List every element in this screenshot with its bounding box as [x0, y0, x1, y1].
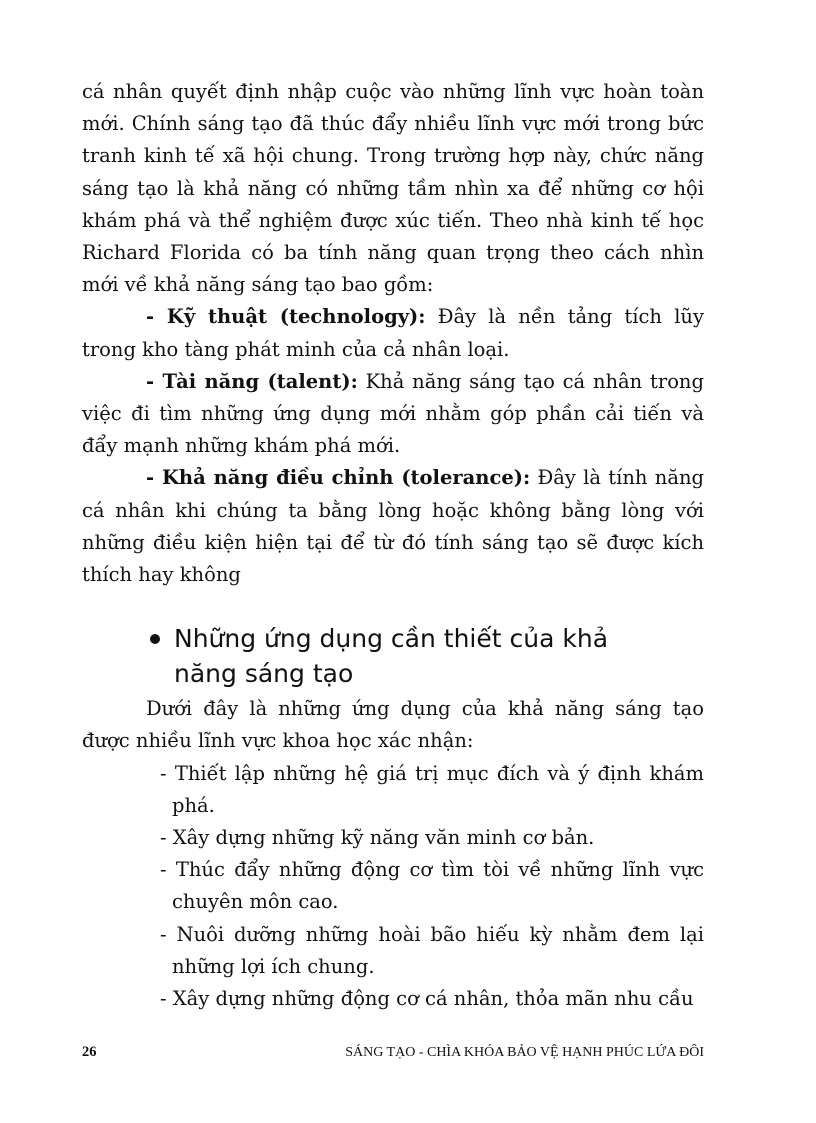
page-footer — [82, 1044, 704, 1061]
bullet-icon — [150, 634, 160, 644]
section-intro: Dưới đây là những ứng dụng của khả năng sáng tạo được nhiều lĩnh vực khoa học xác nhận: — [82, 697, 704, 753]
list-item: - Xây dựng những động cơ cá nhân, thỏa mãn nhu cầu — [160, 987, 694, 1011]
definition-technology: Đây là nền tảng tích lũy trong kho tàng phát minh của cả nhân loại. — [82, 305, 705, 361]
list-item: - Nuôi dưỡng những hoài bão hiếu kỳ nhằm đem lại những lợi ích chung. — [160, 922, 704, 978]
running-title: SÁNG TẠO - CHÌA KHÓA BẢO VỆ HẠNH PHÚC LỨA ĐÔI — [345, 1045, 704, 1060]
list-item: - Xây dựng những kỹ năng văn minh cơ bản. — [160, 826, 595, 850]
term-talent: - Tài năng (talent): — [146, 369, 358, 393]
section-heading-text: Những ứng dụng cần thiết của khả năng sáng tạo — [174, 624, 609, 689]
definition-talent: Khả năng sáng tạo cá nhân trong việc đi tìm những ứng dụng mới nhằm góp phần cải tiến và đẩy mạnh những khám phá mới. — [82, 369, 704, 458]
definition-tolerance: Đây là tính năng cá nhân khi chúng ta bằng lòng hoặc không bằng lòng với những điều kiện hiện tại để từ đó tính sáng tạo sẽ được kích thích hay không — [82, 466, 704, 587]
paragraph-talent — [82, 366, 704, 463]
list-item: - Thúc đẩy những động cơ tìm tòi về những lĩnh vực chuyên môn cao. — [160, 858, 704, 914]
term-technology: - Kỹ thuật (technology): — [146, 305, 426, 329]
paragraph-technology — [82, 301, 704, 365]
page-number: 26 — [82, 1044, 97, 1060]
term-tolerance: - Khả năng điều chỉnh (tolerance): — [146, 466, 531, 490]
page-body — [82, 76, 704, 1015]
paragraph-intro: cá nhân quyết định nhập cuộc vào những lĩnh vực hoàn toàn mới. Chính sáng tạo đã thúc đẩy nhiều lĩnh vực mới trong bức tranh kinh tế xã hội chung. Trong trường hợp này, chức năng sáng tạo là khả năng có những tầm nhìn xa để những cơ hội khám phá và thể nghiệm được xúc tiến. Theo nhà kinh tế học Richard Florida có ba tính năng quan trọng theo cách nhìn mới về khả năng sáng tạo bao gồm: — [82, 80, 704, 297]
list-item: - Thiết lập những hệ giá trị mục đích và ý định khám phá. — [160, 761, 704, 817]
application-list — [82, 758, 704, 1016]
paragraph-tolerance — [82, 462, 704, 591]
section-heading — [82, 621, 704, 691]
